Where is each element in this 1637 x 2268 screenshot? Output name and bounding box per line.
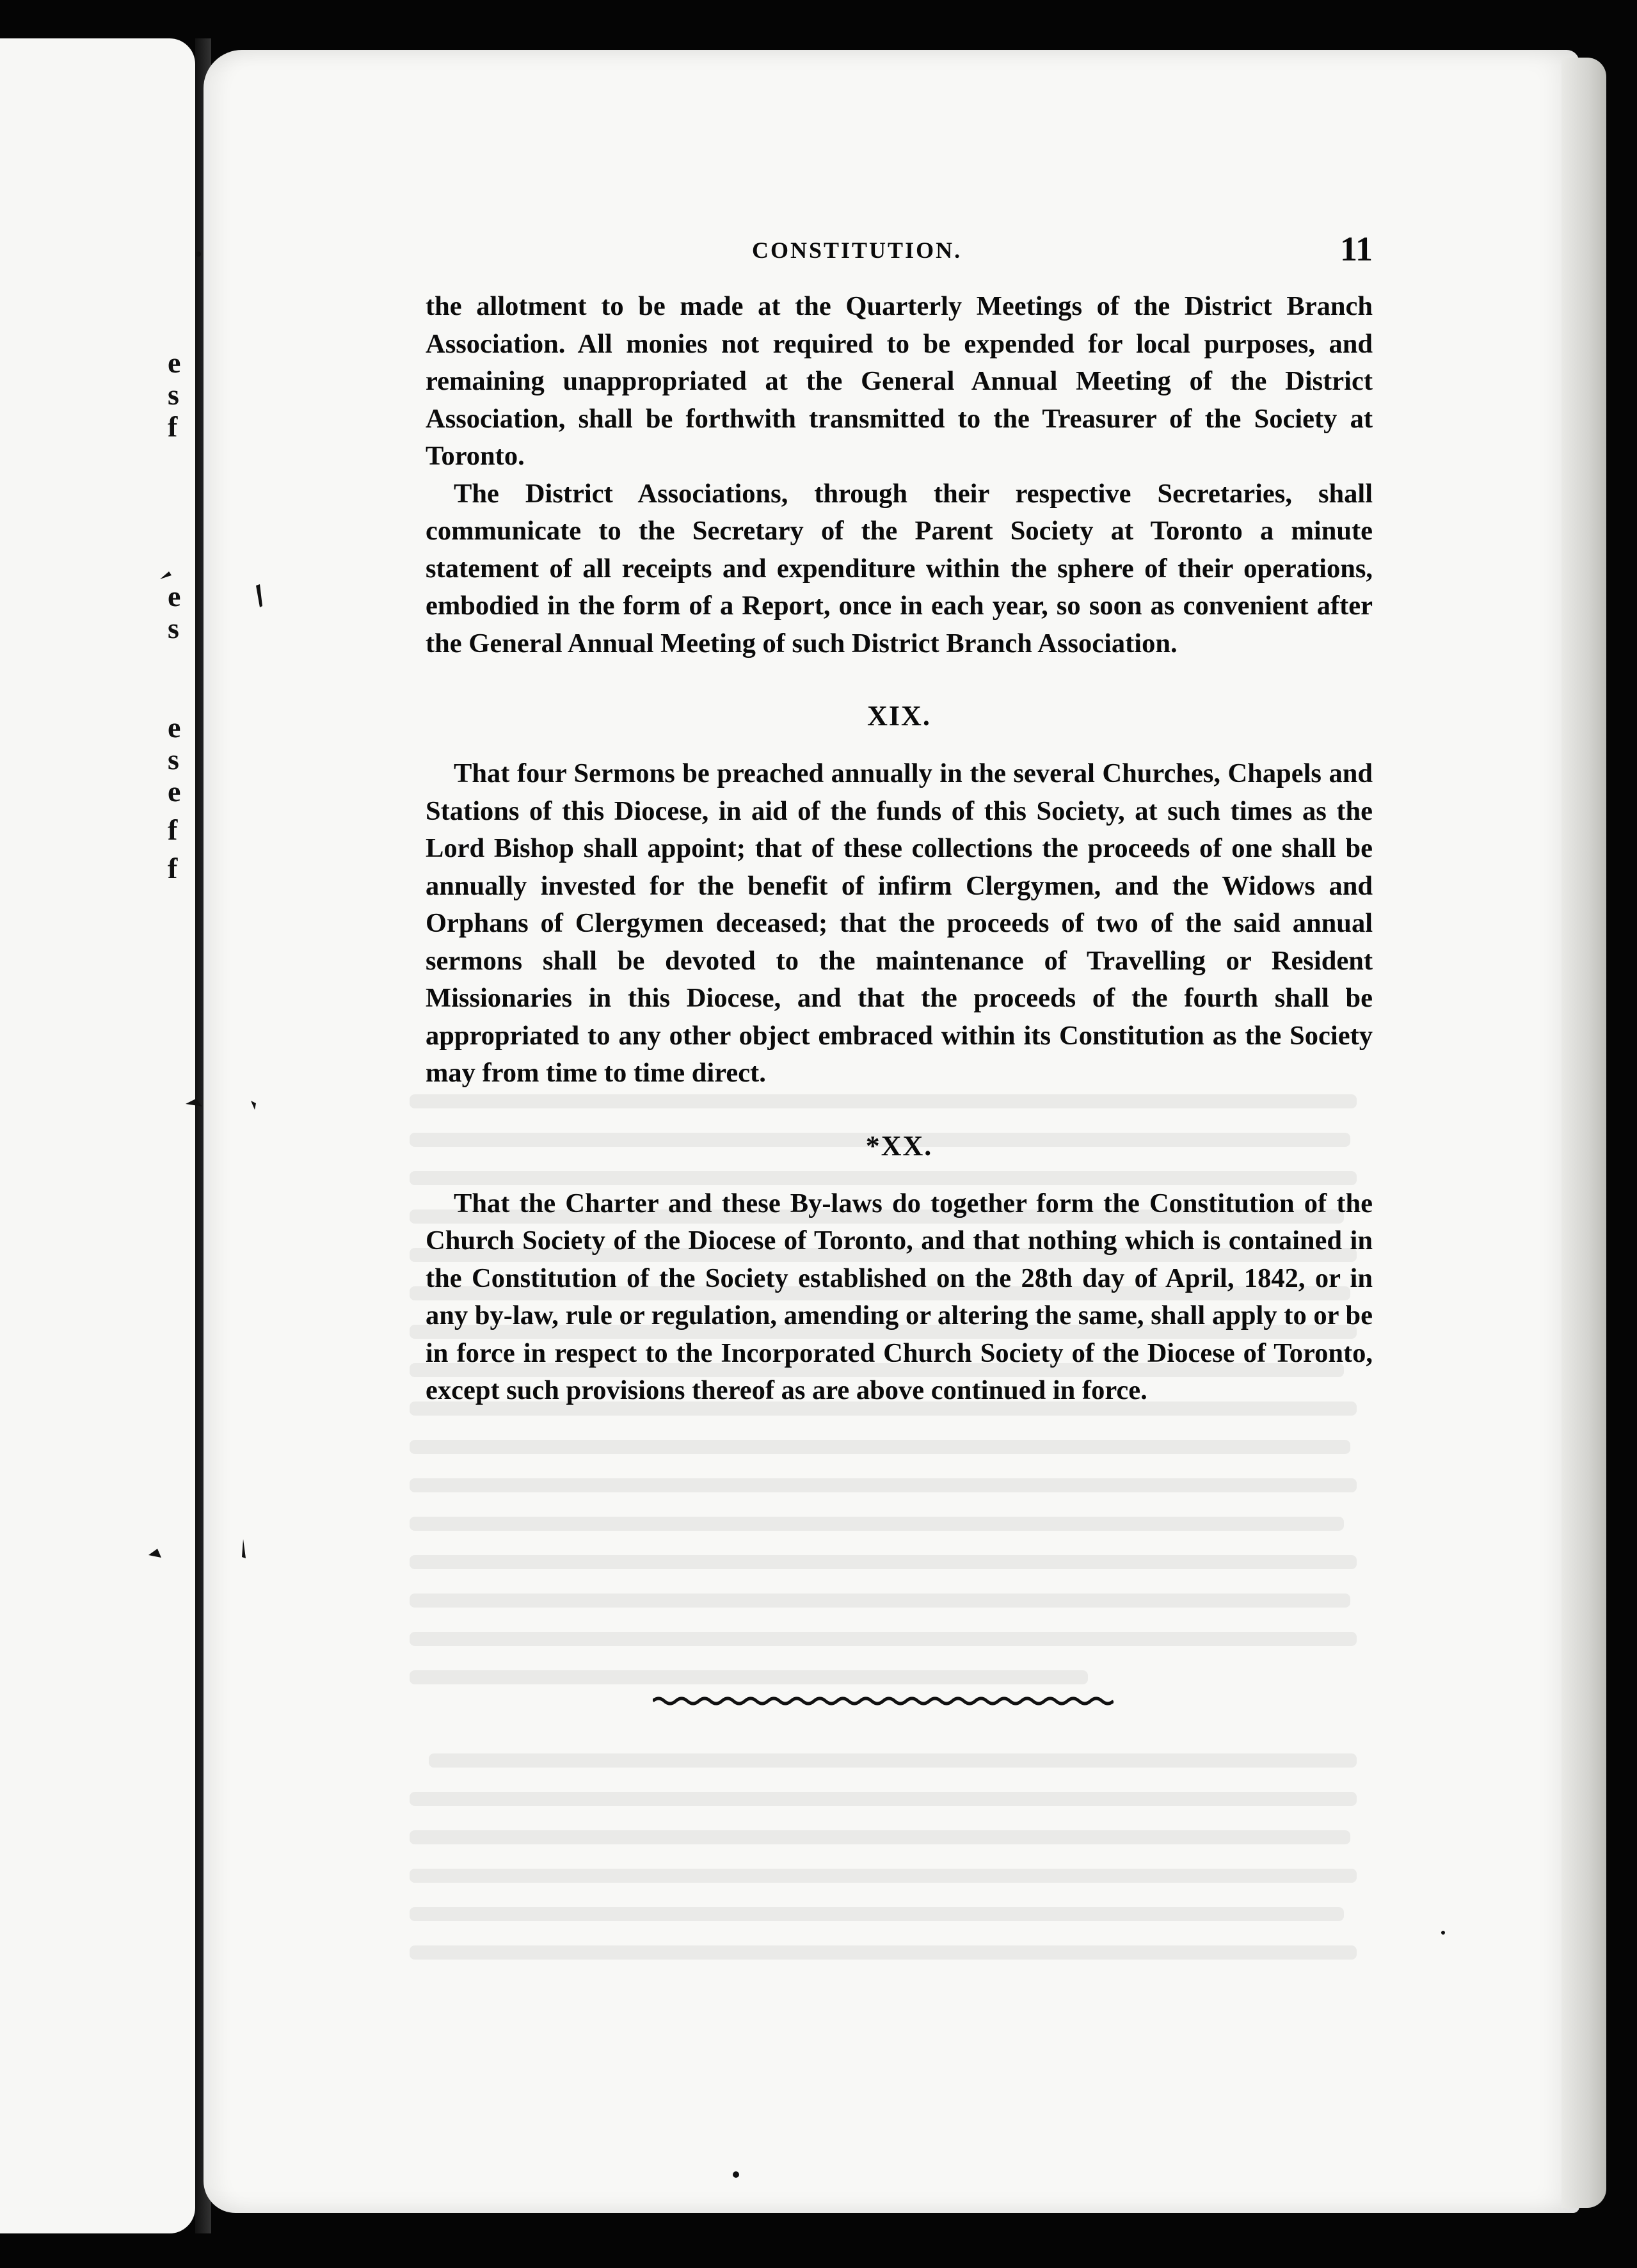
section-text-xx: That the Charter and these By-laws do together form the Constitution of the Church Society of the Diocese of Toronto, and that nothing which is contained in the Constitution of the Society established on the 28th day of April, 1842, or in any by-law, rule or regulation, amending or altering the same, shall apply to or be in force in respect to the Incorporated Church Society of the Diocese of Toronto, except such provisions thereof as are above continued in force. bbox=[426, 1188, 1373, 1405]
facing-letter: s bbox=[168, 612, 179, 644]
running-title: CONSTITUTION. bbox=[752, 237, 962, 263]
paragraph-district-reports: The District Associations, through their respective Secretaries, shall communicate to the Secretary of the Parent Society at Toronto a minute statement of all receipts and expenditure within the sphere of their operations, embodied in the form of a Report, once in each year, so soon as convenient after the General Annual Meeting of such District Branch Association. bbox=[426, 478, 1373, 659]
paragraph-district-funds: the allotment to be made at the Quarterly Meetings of the District Branch Association. All monies not required to be expended for local purposes, and remaining unappropriated at the General Annual Meeting of the District Association, shall be forthwith transmitted to the Treasurer of the Society at Toronto. bbox=[426, 291, 1373, 471]
speck bbox=[733, 2171, 739, 2178]
speck bbox=[242, 1539, 246, 1558]
speck bbox=[196, 252, 201, 257]
facing-letter: e bbox=[168, 711, 181, 744]
section-heading-xix: XIX. bbox=[867, 700, 931, 731]
speck bbox=[148, 1549, 161, 1558]
speck bbox=[251, 1101, 256, 1110]
facing-letter: f bbox=[168, 410, 178, 443]
speck bbox=[256, 584, 262, 607]
facing-letter: e bbox=[168, 580, 181, 612]
section-text-xix: That four Sermons be preached annually in the several Churches, Chapels and Stations of this Diocese, in aid of the funds of this Society, at such times as the Lord Bishop shall appoint; that of these collections the proceeds of one shall be annually invested for the benefit of infirm Clergymen, and the Widows and Orphans of Clergymen deceased; that the proceeds of two of the said annual sermons shall be devoted to the maintenance of Travelling or Resident Missionaries in this Diocese, and that the proceeds of the fourth shall be appropriated to any other object embraced within its Constitution as the Society may from time to time direct. bbox=[426, 758, 1373, 1088]
speck bbox=[186, 1099, 202, 1106]
facing-letter: s bbox=[168, 378, 179, 411]
section-heading-xx: *XX. bbox=[865, 1130, 933, 1162]
facing-letter: f bbox=[168, 852, 178, 884]
facing-letter: e bbox=[168, 775, 181, 808]
page-number: 11 bbox=[1339, 230, 1373, 268]
speck bbox=[1441, 1931, 1445, 1935]
speck bbox=[160, 571, 172, 579]
facing-letter: f bbox=[168, 813, 178, 846]
facing-letter: s bbox=[168, 743, 179, 776]
facing-letter: e bbox=[168, 346, 181, 379]
